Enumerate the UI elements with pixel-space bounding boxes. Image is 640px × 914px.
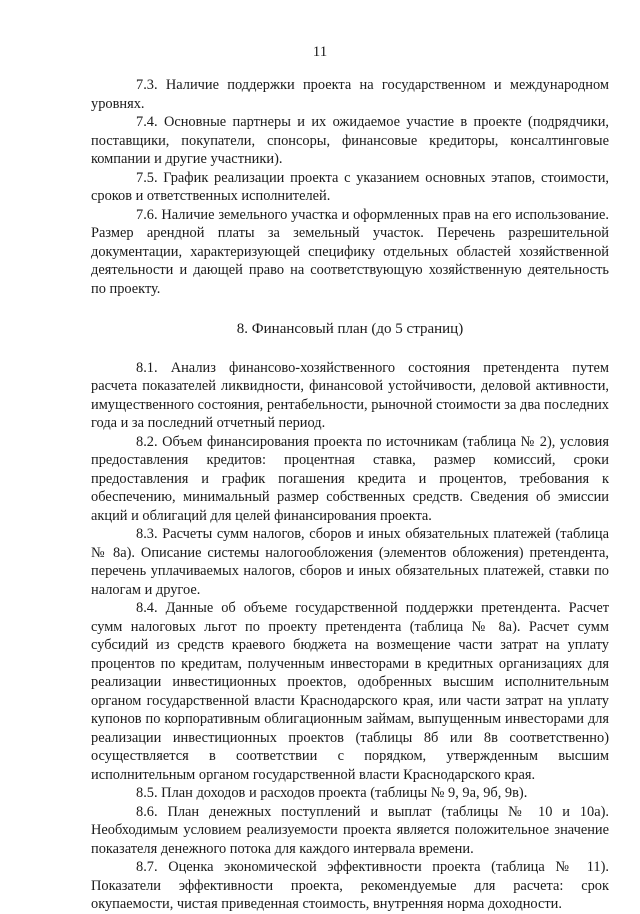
paragraph-7-5: 7.5. График реализации проекта с указанием основных этапов, стоимости, сроков и ответственных исполнителей. [91,169,609,204]
paragraph-7-6: 7.6. Наличие земельного участка и оформленных прав на его использование. Размер арендной платы за земельный участок. Перечень разрешительной документации, характеризующей специфику отдельных областей хозяйственной деятельности и дающей право на соответствующую хозяйственную деятельность по проекту. [91,206,609,297]
paragraph-8-5: 8.5. План доходов и расходов проекта (таблицы № 9, 9а, 9б, 9в). [136,785,528,801]
paragraph-8-3: 8.3. Расчеты сумм налогов, сборов и иных обязательных платежей (таблица № 8а). Описание системы налогообложения (элементов обложения) претендента, перечень уплачиваемых налогов, сборов и иных обязательных платежей, ставки по налогам и другое. [91,526,609,598]
section-heading: 8. Финансовый план (до 5 страниц) [236,321,464,337]
paragraph-8-6: 8.6. План денежных поступлений и выплат (таблицы № 10 и 10а). Необходимым условием реализуемости проекта является положительное значение показателя денежного потока для каждого интервала времени. [91,803,609,857]
paragraph-8-7: 8.7. Оценка экономической эффективности проекта (таблица № 11). Показатели эффективности проекта, рекомендуемые для расчета: срок окупаемости, чистая приведенная стоимость, внутренняя норма доходности. [91,859,609,912]
document-body [91,76,609,914]
paragraph-8-1: 8.1. Анализ финансово-хозяйственного состояния претендента путем расчета показателей ликвидности, финансовой устойчивости, деловой активности, имущественного состояния, рентабельности, рыночной стоимости за два последних года и за последний отчетный период. [91,359,609,431]
paragraph-7-3: 7.3. Наличие поддержки проекта на государственном и международном уровнях. [91,77,609,112]
paragraph-8-4: 8.4. Данные об объеме государственной поддержки претендента. Расчет сумм налоговых льгот по проекту претендента (таблица № 8а). Расчет сумм субсидий из средств краевого бюджета на возмещение части затрат на уплату процентов по кредитам, полученным инвесторами в кредитных организациях для реализации инвестиционных проектов, одобренных высшим исполнительным органом государственной власти Краснодарского края, или части затрат на уплату купонов по корпоративным облигационным займам, выпущенным инвесторами для реализации инвестиционных проектов (таблицы 8б или 8в соответственно) осуществляется в соответствии с порядком, утвержденным высшим исполнительным органом государственной власти Краснодарского края. [91,600,609,783]
paragraph-7-4: 7.4. Основные партнеры и их ожидаемое участие в проекте (подрядчики, поставщики, покупатели, спонсоры, финансовые кредиторы, консалтинговые компании и другие участники). [91,114,609,167]
paragraph-8-2: 8.2. Объем финансирования проекта по источникам (таблица № 2), условия предоставления кредитов: процентная ставка, размер комиссий, сроки предоставления и график погашения кредита и процентов, требования к обеспечению, минимальный размер собственных средств. Сведения об эмиссии акций и облигаций для целей финансирования проекта. [91,433,609,524]
page-number: 11 [312,44,328,60]
